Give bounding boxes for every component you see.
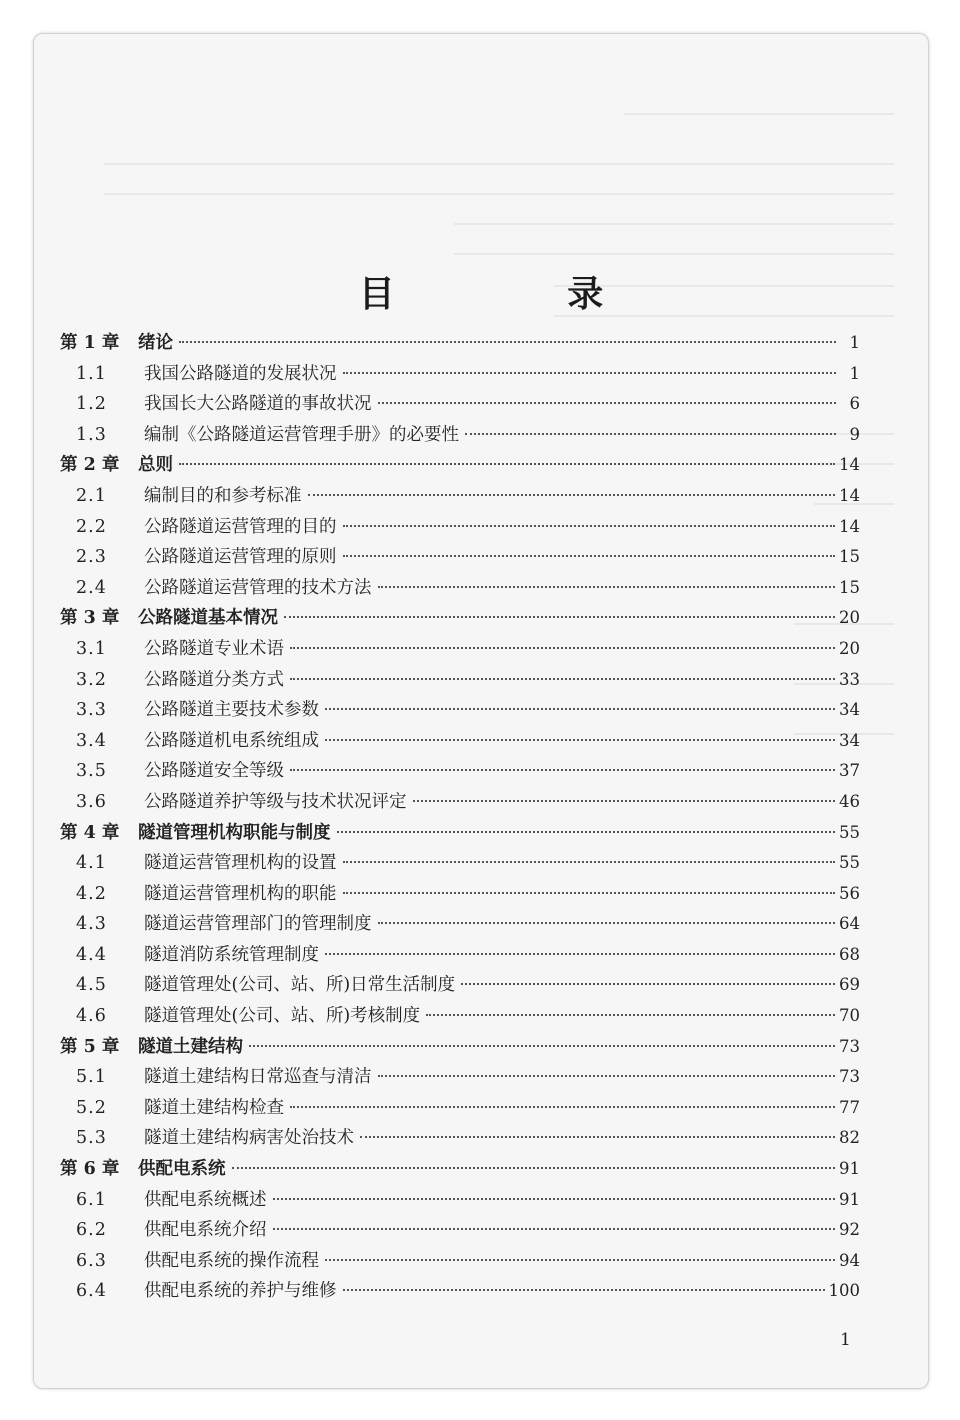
toc-chapter-entry (60, 818, 860, 849)
toc-entry-number: 1.3 (76, 424, 107, 445)
toc-entry-label: 隧道土建结构病害处治技术 (144, 1128, 354, 1149)
toc-entry-page: 64 (839, 914, 860, 934)
toc-entry-label: 公路隧道安全等级 (144, 761, 284, 782)
toc-entry-label: 隧道管理处(公司、站、所)日常生活制度 (144, 975, 456, 996)
toc-title: 目 录 (358, 273, 684, 315)
toc-entry-number: 4.6 (76, 1006, 107, 1027)
toc-entry-page: 55 (839, 822, 860, 842)
dot-leader (273, 1228, 836, 1230)
toc-section-entry (60, 848, 860, 879)
dot-leader (343, 1289, 825, 1291)
toc-entry-page: 6 (849, 394, 860, 414)
dot-leader (290, 678, 835, 680)
toc-entry-page: 94 (839, 1250, 860, 1270)
toc-entry-number: 3.5 (76, 761, 107, 782)
toc-section-entry (60, 1062, 860, 1093)
toc-section-entry (60, 1215, 860, 1246)
toc-section-entry (60, 787, 860, 818)
toc-entry-page: 1 (849, 363, 860, 383)
dot-leader (426, 1014, 835, 1016)
toc-entry-number: 3.1 (76, 638, 107, 659)
toc-entry-label: 公路隧道分类方式 (144, 669, 284, 690)
toc-entry-label: 公路隧道运营管理的目的 (144, 516, 337, 537)
toc-entry-label: 隧道运营管理机构的职能 (144, 883, 337, 904)
toc-entry-page: 37 (839, 761, 860, 781)
toc-entry-number: 4.5 (76, 975, 107, 996)
toc-entry-number: 2.3 (76, 547, 107, 568)
dot-leader (378, 586, 836, 588)
dot-leader (325, 953, 835, 955)
dot-leader (179, 341, 836, 343)
dot-leader (232, 1167, 836, 1169)
toc-chapter-entry (60, 1032, 860, 1063)
toc-entry-number: 第 5 章 (60, 1036, 120, 1057)
toc-entry-label: 公路隧道机电系统组成 (144, 730, 319, 751)
toc-chapter-entry (60, 603, 860, 634)
toc-entry-label: 隧道土建结构 (138, 1036, 243, 1057)
toc-entry-number: 5.2 (76, 1097, 107, 1118)
toc-section-entry (60, 634, 860, 665)
dot-leader (325, 708, 835, 710)
toc-entry-page: 55 (839, 853, 860, 873)
toc-entry-label: 供配电系统 (138, 1159, 226, 1180)
toc-entry-page: 91 (839, 1189, 860, 1209)
toc-entry-number: 2.2 (76, 516, 107, 537)
toc-entry-page: 69 (839, 975, 860, 995)
toc-entry-label: 公路隧道养护等级与技术状况评定 (144, 791, 407, 812)
toc-entry-label: 隧道运营管理部门的管理制度 (144, 914, 372, 935)
toc-entry-label: 编制《公路隧道运营管理手册》的必要性 (144, 424, 459, 445)
toc-entry-number: 3.6 (76, 791, 107, 812)
toc-section-entry (60, 389, 860, 420)
toc-chapter-entry (60, 450, 860, 481)
toc-section-entry (60, 1276, 860, 1307)
toc-entry-label: 公路隧道专业术语 (144, 638, 284, 659)
toc-entry-page: 14 (839, 516, 860, 536)
toc-entry-label: 编制目的和参考标准 (144, 485, 302, 506)
toc-section-entry (60, 695, 860, 726)
dot-leader (290, 769, 835, 771)
toc-entry-page: 68 (839, 944, 860, 964)
dot-leader (465, 433, 836, 435)
toc-entry-page: 14 (839, 485, 860, 505)
dot-leader (343, 372, 837, 374)
toc-entry-label: 公路隧道运营管理的原则 (144, 547, 337, 568)
toc-entry-number: 5.1 (76, 1067, 107, 1088)
dot-leader (337, 831, 836, 833)
dot-leader (360, 1136, 835, 1138)
toc-section-entry (60, 1123, 860, 1154)
toc-entry-label: 隧道消防系统管理制度 (144, 944, 319, 965)
toc-section-entry (60, 420, 860, 451)
toc-entry-page: 1 (849, 333, 860, 352)
toc-section-entry (60, 1093, 860, 1124)
toc-entry-label: 供配电系统概述 (144, 1189, 267, 1210)
toc-entry-page: 77 (839, 1097, 860, 1117)
toc-entry-page: 20 (839, 638, 860, 658)
toc-entry-page: 15 (839, 547, 860, 567)
toc-entry-page: 14 (839, 455, 860, 475)
toc-entry-label: 供配电系统的操作流程 (144, 1250, 319, 1271)
toc-entry-label: 隧道土建结构检查 (144, 1097, 284, 1118)
toc-entry-number: 第 1 章 (60, 333, 120, 353)
toc-entry-page: 15 (839, 577, 860, 597)
toc-section-entry (60, 359, 860, 390)
dot-leader (378, 1075, 836, 1077)
toc-section-entry (60, 481, 860, 512)
toc-entry-page: 73 (839, 1067, 860, 1087)
toc-entry-label: 供配电系统介绍 (144, 1220, 267, 1241)
toc-entry-label: 供配电系统的养护与维修 (144, 1281, 337, 1302)
toc-entry-number: 1.2 (76, 394, 107, 415)
dot-leader (284, 616, 835, 618)
toc-entry-page: 34 (839, 700, 860, 720)
toc-entry-number: 4.1 (76, 853, 107, 874)
toc-entry-number: 1.1 (76, 363, 107, 384)
toc-entry-label: 公路隧道运营管理的技术方法 (144, 577, 372, 598)
dot-leader (378, 402, 837, 404)
dot-leader (308, 494, 836, 496)
toc-entry-number: 6.2 (76, 1220, 107, 1241)
toc-entry-label: 我国公路隧道的发展状况 (144, 363, 337, 384)
dot-leader (461, 983, 835, 985)
toc-entry-number: 第 4 章 (60, 822, 120, 843)
toc-chapter-entry (60, 1154, 860, 1185)
toc-section-entry (60, 756, 860, 787)
dot-leader (290, 1106, 835, 1108)
toc-entry-label: 隧道管理机构职能与制度 (138, 822, 331, 843)
dot-leader (343, 525, 836, 527)
toc-entry-page: 20 (839, 608, 860, 628)
toc-entry-page: 82 (839, 1128, 860, 1148)
toc-section-entry (60, 665, 860, 696)
toc-entry-number: 6.1 (76, 1189, 107, 1210)
dot-leader (343, 892, 836, 894)
toc-entry-label: 隧道土建结构日常巡查与清洁 (144, 1067, 372, 1088)
toc-entry-page: 56 (839, 883, 860, 903)
toc-entry-number: 第 3 章 (60, 608, 120, 629)
toc-section-entry (60, 542, 860, 573)
toc-entry-page: 34 (839, 730, 860, 750)
toc-section-entry (60, 1185, 860, 1216)
dot-leader (325, 739, 835, 741)
dot-leader (273, 1198, 836, 1200)
toc-entry-number: 3.4 (76, 730, 107, 751)
toc-entry-number: 3.3 (76, 700, 107, 721)
toc-entry-page: 70 (839, 1006, 860, 1026)
toc-entry-number: 5.3 (76, 1128, 107, 1149)
dot-leader (290, 647, 835, 649)
toc-entry-label: 公路隧道主要技术参数 (144, 700, 319, 721)
toc-entry-number: 第 2 章 (60, 455, 120, 476)
toc-entry-label: 我国长大公路隧道的事故状况 (144, 394, 372, 415)
toc-section-entry (60, 909, 860, 940)
toc-entry-label: 总则 (138, 455, 173, 476)
toc-section-entry (60, 879, 860, 910)
toc-entry-number: 2.1 (76, 485, 107, 506)
dot-leader (343, 861, 836, 863)
toc-section-entry (60, 512, 860, 543)
page-number: 1 (840, 1330, 851, 1350)
dot-leader (413, 800, 836, 802)
dot-leader (378, 922, 836, 924)
toc-entry-number: 3.2 (76, 669, 107, 690)
toc-entry-number: 第 6 章 (60, 1159, 120, 1180)
dot-leader (249, 1045, 835, 1047)
toc-section-entry (60, 1001, 860, 1032)
toc-entry-page: 100 (828, 1281, 860, 1301)
toc-chapter-entry (60, 328, 860, 359)
toc-entry-number: 6.4 (76, 1281, 107, 1302)
book-page (33, 33, 929, 1389)
toc-entry-page: 46 (839, 791, 860, 811)
toc-entry-number: 4.2 (76, 883, 107, 904)
table-of-contents (60, 328, 860, 1307)
toc-entry-label: 公路隧道基本情况 (138, 608, 278, 629)
toc-entry-page: 92 (839, 1220, 860, 1240)
dot-leader (325, 1259, 835, 1261)
toc-section-entry (60, 940, 860, 971)
dot-leader (343, 555, 836, 557)
toc-entry-number: 6.3 (76, 1250, 107, 1271)
dot-leader (179, 463, 835, 465)
toc-entry-label: 隧道管理处(公司、站、所)考核制度 (144, 1006, 421, 1027)
toc-section-entry (60, 970, 860, 1001)
toc-entry-page: 91 (839, 1159, 860, 1179)
toc-entry-page: 33 (839, 669, 860, 689)
toc-entry-page: 9 (849, 424, 860, 444)
toc-section-entry (60, 573, 860, 604)
toc-entry-number: 2.4 (76, 577, 107, 598)
toc-entry-number: 4.3 (76, 914, 107, 935)
toc-entry-label: 绪论 (138, 333, 173, 353)
toc-section-entry (60, 1246, 860, 1277)
toc-entry-label: 隧道运营管理机构的设置 (144, 853, 337, 874)
toc-section-entry (60, 726, 860, 757)
toc-entry-number: 4.4 (76, 944, 107, 965)
toc-entry-page: 73 (839, 1036, 860, 1056)
